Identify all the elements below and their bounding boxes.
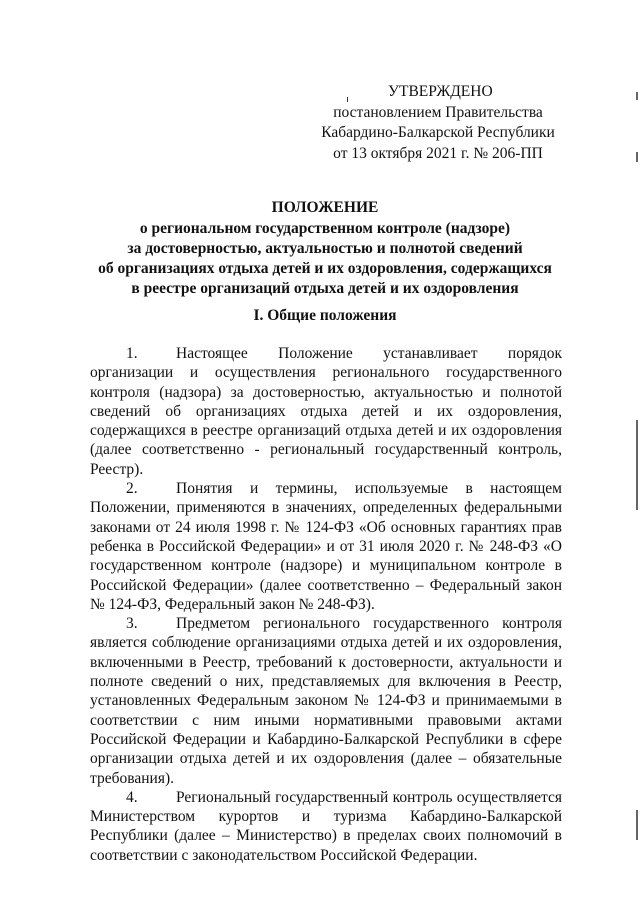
paragraph-1 xyxy=(90,344,562,479)
section-heading: I. Общие положения xyxy=(253,307,397,324)
approval-line-date: от 13 октября 2021 г. № 206-ПП xyxy=(333,144,543,162)
title-subtitle-4: в реестре организаций отдыха детей и их оздоровления xyxy=(131,280,519,297)
scan-edge-mark xyxy=(636,152,638,162)
scan-edge-mark xyxy=(636,420,638,510)
paragraph-4 xyxy=(90,788,562,865)
scan-edge-mark xyxy=(636,92,638,100)
paragraph-text: Региональный государственный контроль осуществляется Министерством курортов и туризма Кабардино-Балкарской Республики (далее – Министерство) в пределах своих полномочий в соответствии с законодательством Российской Федерации. xyxy=(90,788,562,864)
approval-line-republic: Кабардино-Балкарской Республики xyxy=(321,124,555,141)
approval-heading: УТВЕРЖДЕНО xyxy=(388,83,493,100)
paragraph-number: 3. xyxy=(126,615,138,633)
paragraph-number: 4. xyxy=(126,788,138,806)
title-subtitle-3: об организациях отдыха детей и их оздоровления, содержащихся xyxy=(98,260,552,277)
paragraph-text: Понятия и термины, используемые в настоящем Положении, применяются в значениях, определенных федеральными законами от 24 июля 1998 г. № 124-ФЗ «Об основных гарантиях прав ребенка в Российской Федерации» и от 31 июля 2020 г. № 248-ФЗ «О государственном контроле (надзоре) и муниципальном контроле в Российской Федерации» (далее соответственно – Федеральный закон № 124-ФЗ, Федеральный закон № 248-ФЗ). xyxy=(90,480,562,613)
approval-line-decree: постановлением Правительства xyxy=(333,103,543,121)
scan-mark xyxy=(347,97,348,102)
paragraph-number: 1. xyxy=(126,345,138,362)
approval-stamp xyxy=(318,82,558,164)
title-subtitle-1: о региональном государственном контроле (надзоре) xyxy=(139,220,511,237)
paragraph-2 xyxy=(90,479,562,614)
title-subtitle-2: за достоверностью, актуальностью и полнотой сведений xyxy=(127,240,523,257)
paragraph-text: Настоящее Положение устанавливает порядок организации и осуществления регионального государственного контроля (надзора) за достоверностью, актуальностью и полнотой сведений об организациях отдыха детей и их оздоровления, содержащихся в реестре организаций отдыха детей и их оздоровления (далее соответственно - региональный государственный контроль, Реестр). xyxy=(90,345,562,478)
paragraph-3 xyxy=(90,614,562,788)
title-main: ПОЛОЖЕНИЕ xyxy=(271,199,379,216)
paragraph-text: Предметом регионального государственного контроля является соблюдение организациями отдыха детей и их оздоровления, включенными в Реестр, требований к достоверности, актуальности и полноте сведений о них, представляемых для включения в Реестр, установленных Федеральным законом № 124-ФЗ и принимаемыми в соответствии с ним иными нормативными правовыми актами Российской Федерации и Кабардино-Балкарской Республики в сфере организации отдыха детей и их оздоровления (далее – обязательные требования). xyxy=(90,615,562,787)
document-body xyxy=(90,344,562,865)
scan-edge-mark xyxy=(636,810,638,840)
paragraph-number: 2. xyxy=(126,480,138,498)
document-title xyxy=(80,198,570,299)
